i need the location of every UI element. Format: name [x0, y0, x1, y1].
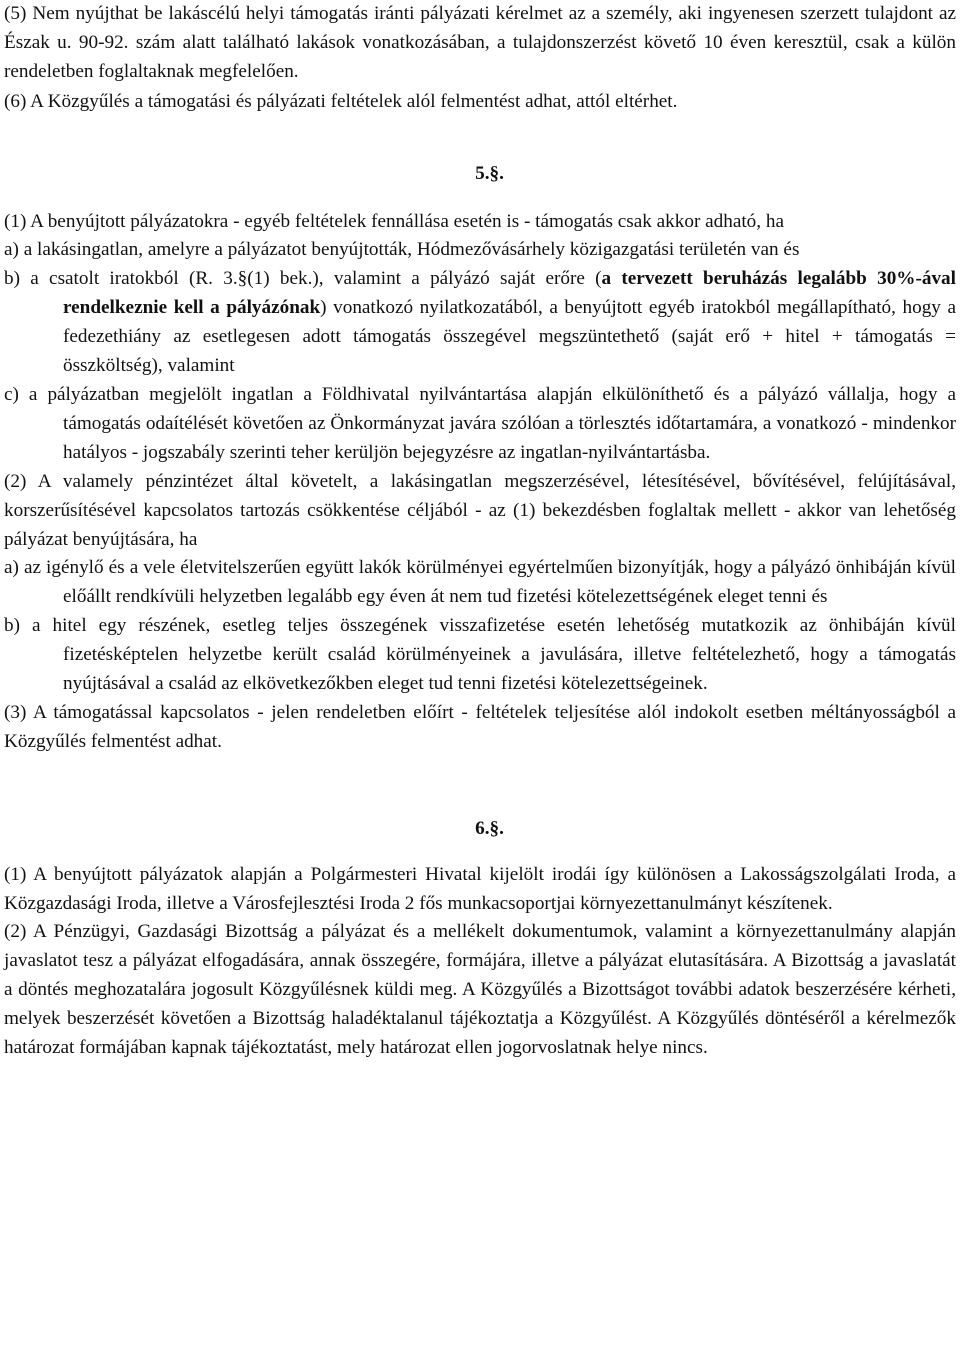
section-heading-5: 5.§.	[475, 162, 504, 184]
section-heading-6: 6.§.	[475, 817, 504, 839]
paragraph-5-1-b-bold: a tervezett beruházás legalább 30%-ával rendelkeznie kell a pályázónak	[63, 268, 956, 319]
paragraph-5-1-b-text-start: b) a csatolt iratokból (R. 3.§(1) bek.), valamint a pályázó saját erőre (	[4, 268, 602, 290]
paragraph-4-5: (5) Nem nyújthat be lakáscélú helyi támogatás iránti pályázati kérelmet az a személy, aki ingyenesen szerzett tulajdont az Észak u. 90-92. szám alatt található lakások vonatkozásában, a tulajdonszerzést követő 10 éven keresztül, csak a külön rendeletben foglaltaknak megfelelően.	[4, 3, 956, 82]
paragraph-5-1-b	[4, 265, 956, 381]
paragraph-6-2: (2) A Pénzügyi, Gazdasági Bizottság a pályázat és a mellékelt dokumentumok, valamint a környezettanulmány alapján javaslatot tesz a pályázat elfogadására, annak összegére, formájára, illetve a pályázat elutasítására. A Bizottság a javaslatát a döntés meghozatalára jogosult Közgyűlésnek küldi meg. A Közgyűlés a Bizottságot további adatok beszerzésére kérheti, melyek beszerzését követően a Bizottság haladéktalanul tájékoztatja a Közgyűlést. A Közgyűlés döntéséről a kérelmezők határozat formájában kapnak tájékoztatást, mely határozat ellen jogorvoslatnak helye nincs.	[4, 921, 956, 1059]
paragraph-5-1-c: c) a pályázatban megjelölt ingatlan a Földhivatal nyilvántartása alapján elkülöníthető és a pályázó vállalja, hogy a támogatás odaítélését követően az Önkormányzat javára szólóan a törlesztés időtartamára, a vonatkozó - mindenkor hatályos - jogszabály szerinti teher kerüljön bejegyzésre az ingatlan-nyilvántartásba.	[4, 383, 956, 463]
paragraph-5-1-intro: (1) A benyújtott pályázatokra - egyéb feltételek fennállása esetén is - támogatás csak akkor adható, ha	[4, 210, 784, 232]
paragraph-5-2-a: a) az igénylő és a vele életvitelszerűen együtt lakók körülményei egyértelműen bizonyítják, hogy a pályázó önhibáján kívül előállt rendkívüli helyzetben legalább egy éven át nem tud fizetési kötelezettségének eleget tenni és	[4, 557, 956, 608]
paragraph-5-1-b-text-end: ) vonatkozó nyilatkozatából, a benyújtott egyéb iratokból megállapítható, hogy a fedezethiány az esetlegesen adott támogatás összegével megszüntethető (saját erő + hitel + támogatás = összköltség), valamint	[63, 297, 957, 377]
paragraph-5-2-b: b) a hitel egy részének, esetleg teljes összegének visszafizetése esetén lehetőség mutatkozik az önhibáján kívül fizetésképtelen helyzetbe került család körülményeinek a javulására, illetve feltételezhető, hogy a támogatás nyújtásával a család az elkövetkezőkben eleget tud tenni fizetési kötelezettségeinek.	[4, 615, 956, 695]
paragraph-4-6: (6) A Közgyűlés a támogatási és pályázati feltételek alól felmentést adhat, attól eltérhet.	[4, 90, 678, 112]
paragraph-6-1: (1) A benyújtott pályázatok alapján a Polgármesteri Hivatal kijelölt irodái így különösen a Lakosságszolgálati Iroda, a Közgazdasági Iroda, illetve a Városfejlesztési Iroda 2 fős munkacsoportjai környezettanulmányt készítenek.	[4, 863, 956, 914]
paragraph-5-2-intro: (2) A valamely pénzintézet által követelt, a lakásingatlan megszerzésével, létesítésével, bővítésével, felújításával, korszerűsítésével kapcsolatos tartozás csökkentése céljából - az (1) bekezdésben foglaltak mellett - akkor van lehetőség pályázat benyújtására, ha	[4, 470, 956, 550]
paragraph-5-3: (3) A támogatással kapcsolatos - jelen rendeletben előírt - feltételek teljesítése alól indokolt esetben méltányosságból a Közgyűlés felmentést adhat.	[4, 701, 956, 752]
document-page	[4, 0, 956, 1063]
paragraph-5-1-a: a) a lakásingatlan, amelyre a pályázatot benyújtották, Hódmezővásárhely közigazgatási területén van és	[4, 239, 800, 261]
